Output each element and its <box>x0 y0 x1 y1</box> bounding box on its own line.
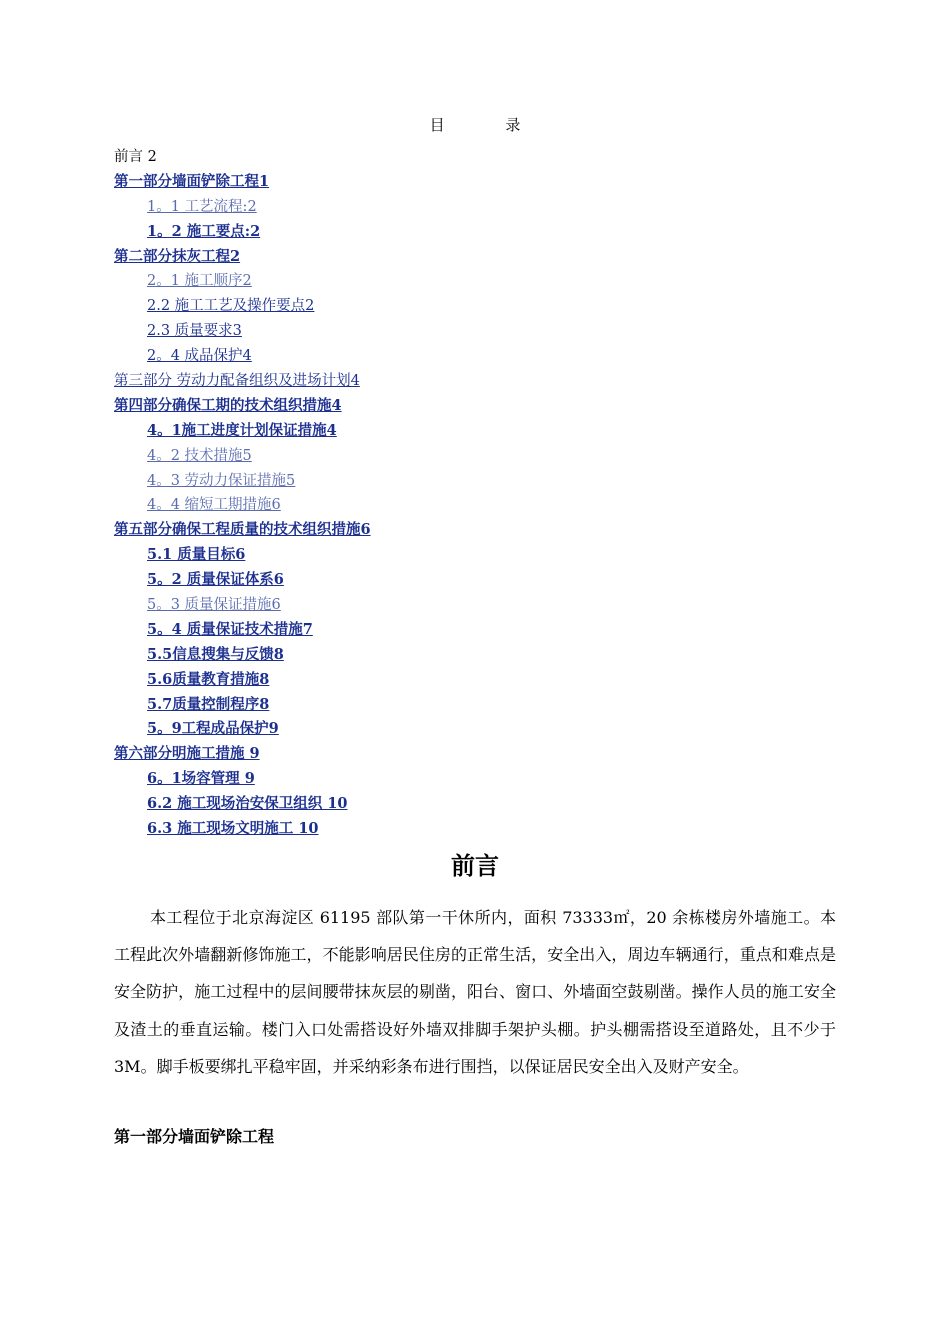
toc-entry <box>114 369 814 394</box>
preface-heading: 前言 <box>451 852 499 880</box>
toc-entry-link[interactable]: 5.1 质量目标6 <box>147 546 246 564</box>
toc-entry <box>114 170 814 195</box>
toc-entry-link[interactable]: 2.2 施工工艺及操作要点2 <box>147 298 315 315</box>
toc-entry-link[interactable]: 5。9工程成品保护9 <box>147 720 279 738</box>
toc-entry <box>114 618 814 643</box>
toc-entry-link[interactable]: 2。1 施工顺序2 <box>147 273 252 290</box>
toc-entry-link[interactable]: 第六部分明施工措施 9 <box>114 745 260 763</box>
toc-entry <box>114 593 814 618</box>
toc-entry-link[interactable]: 6。1场容管理 9 <box>147 770 255 788</box>
toc-entry-link[interactable]: 1。1 工艺流程:2 <box>147 198 257 215</box>
toc-entry-link[interactable]: 第五部分确保工程质量的技术组织措施6 <box>114 521 371 539</box>
toc-entry-link[interactable]: 5.7质量控制程序8 <box>147 695 270 713</box>
toc-entry <box>114 767 814 792</box>
toc-entry-link[interactable]: 4。4 缩短工期措施6 <box>147 497 281 514</box>
toc-entry <box>114 543 814 568</box>
toc-entry <box>114 817 814 842</box>
toc-entry-link[interactable]: 5.6质量教育措施8 <box>147 670 270 688</box>
toc-entry-link[interactable]: 4。2 技术措施5 <box>147 447 252 464</box>
toc-entry-link[interactable]: 4。3 劳动力保证措施5 <box>147 472 296 489</box>
section-heading: 第一部分墙面铲除工程 <box>114 1127 275 1146</box>
toc-entry-link[interactable]: 6.2 施工现场治安保卫组织 10 <box>147 795 348 813</box>
toc-entry-link[interactable]: 第一部分墙面铲除工程1 <box>114 172 270 190</box>
toc-entry <box>114 444 814 469</box>
toc-entry-link[interactable]: 5.5信息搜集与反馈8 <box>147 645 284 663</box>
toc-entry <box>114 493 814 518</box>
toc-entry <box>114 294 814 319</box>
toc-entry <box>114 792 814 817</box>
toc-entry <box>114 693 814 718</box>
toc-entry <box>114 742 814 767</box>
toc-entry <box>114 518 814 543</box>
toc-entry <box>114 245 814 270</box>
toc-entry-link[interactable]: 2。4 成品保护4 <box>147 348 252 365</box>
toc-entry-link[interactable]: 6.3 施工现场文明施工 10 <box>147 820 319 838</box>
toc-entry-link[interactable]: 前言 2 <box>114 149 157 165</box>
toc-entry-link[interactable]: 5。2 质量保证体系6 <box>147 571 284 589</box>
toc-entry <box>114 668 814 693</box>
toc-entry-link[interactable]: 4。1施工进度计划保证措施4 <box>147 421 337 439</box>
preface-body: 本工程位于北京海淀区 61195 部队第一干休所内，面积 73333㎡，20 余栋楼房外墙施工。本工程此次外墙翻新修饰施工，不能影响居民住房的正常生活，安全出入，周边车辆通行，重点和难点是安全防护，施工过程中的层间腰带抹灰层的剔凿，阳台、窗口、外墙面空鼓剔凿。操作人员的施工安全及渣土的垂直运输。楼门入口处需搭设好外墙双排脚手架护头棚。护头棚需搭设至道路处，且不少于 3M。脚手板要绑扎平稳牢固，并采纳彩条布进行围挡，以保证居民安全出入及财产安全。 <box>114 908 836 1076</box>
toc-entry <box>114 717 814 742</box>
table-of-contents <box>114 145 814 842</box>
toc-entry <box>114 469 814 494</box>
toc-entry-link[interactable]: 第三部分 劳动力配备组织及进场计划4 <box>114 373 360 390</box>
toc-entry <box>114 344 814 369</box>
toc-entry-link[interactable]: 5。4 质量保证技术措施7 <box>147 620 313 638</box>
toc-entry <box>114 394 814 419</box>
toc-entry-link[interactable]: 第四部分确保工期的技术组织措施4 <box>114 396 342 414</box>
toc-entry <box>114 145 814 170</box>
toc-entry <box>114 568 814 593</box>
toc-title: 目 录 <box>429 116 549 134</box>
toc-entry <box>114 643 814 668</box>
toc-entry <box>114 319 814 344</box>
toc-entry <box>114 195 814 220</box>
toc-entry <box>114 419 814 444</box>
toc-entry <box>114 269 814 294</box>
toc-entry-link[interactable]: 2.3 质量要求3 <box>147 323 242 340</box>
toc-entry <box>114 220 814 245</box>
toc-entry-link[interactable]: 1。2 施工要点:2 <box>147 222 261 240</box>
toc-entry-link[interactable]: 5。3 质量保证措施6 <box>147 597 281 614</box>
toc-entry-link[interactable]: 第二部分抹灰工程2 <box>114 247 241 265</box>
